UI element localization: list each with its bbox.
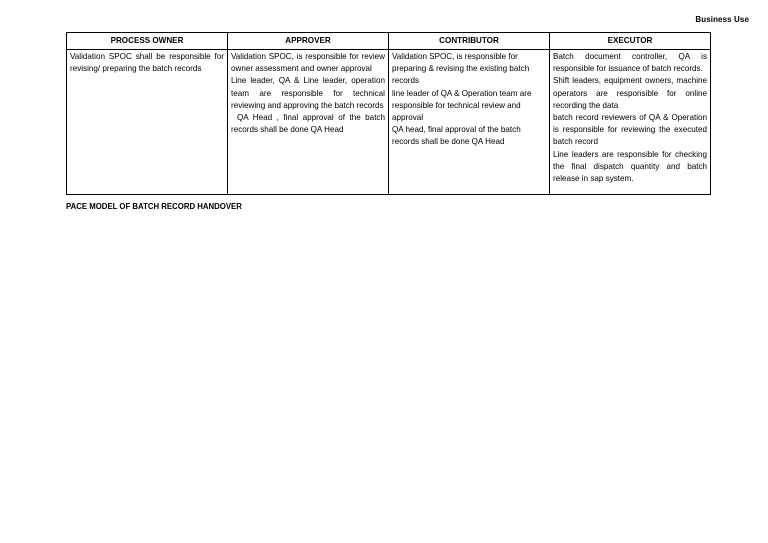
column-header-executor: EXECUTOR: [550, 33, 711, 50]
cell-line: line leader of QA & Operation team are responsible for technical review and approval: [392, 88, 532, 123]
executor-cell: [550, 50, 711, 195]
cell-line: batch record reviewers of QA & Operation is responsible for reviewing the executed batch record: [553, 113, 707, 147]
approver-cell: [228, 50, 389, 195]
process-owner-cell: [67, 50, 228, 195]
table-row: [67, 50, 711, 195]
pace-table: [66, 32, 711, 195]
contributor-cell: [389, 50, 550, 195]
cell-line: Batch document controller, QA is responsible for issuance of batch records.: [553, 52, 707, 74]
classification-label: Business Use: [695, 15, 749, 24]
column-header-process-owner: PROCESS OWNER: [67, 33, 228, 50]
cell-line: Line leaders are responsible for checking the final dispatch quantity and batch release in sap system.: [553, 149, 707, 184]
table-header-row: [67, 33, 711, 50]
cell-line: Validation SPOC, is responsible for preparing & revising the existing batch records: [392, 52, 530, 86]
cell-line: Validation SPOC, is responsible for review owner assessment and owner approval: [231, 52, 385, 74]
column-header-approver: APPROVER: [228, 33, 389, 50]
column-header-contributor: CONTRIBUTOR: [389, 33, 550, 50]
table-caption: PACE MODEL OF BATCH RECORD HANDOVER: [66, 202, 242, 211]
cell-line: Validation SPOC shall be responsible for revising/ preparing the batch records: [70, 52, 224, 74]
cell-line: QA Head , final approval of the batch records shall be done QA Head: [231, 113, 385, 135]
cell-line: Shift leaders, equipment owners, machine operators are responsible for online recording the data: [553, 76, 707, 110]
cell-line: QA head, final approval of the batch records shall be done QA Head: [392, 125, 521, 147]
cell-line: Line leader, QA & Line leader, operation team are responsible for technical reviewing and approving the batch records: [231, 76, 385, 110]
